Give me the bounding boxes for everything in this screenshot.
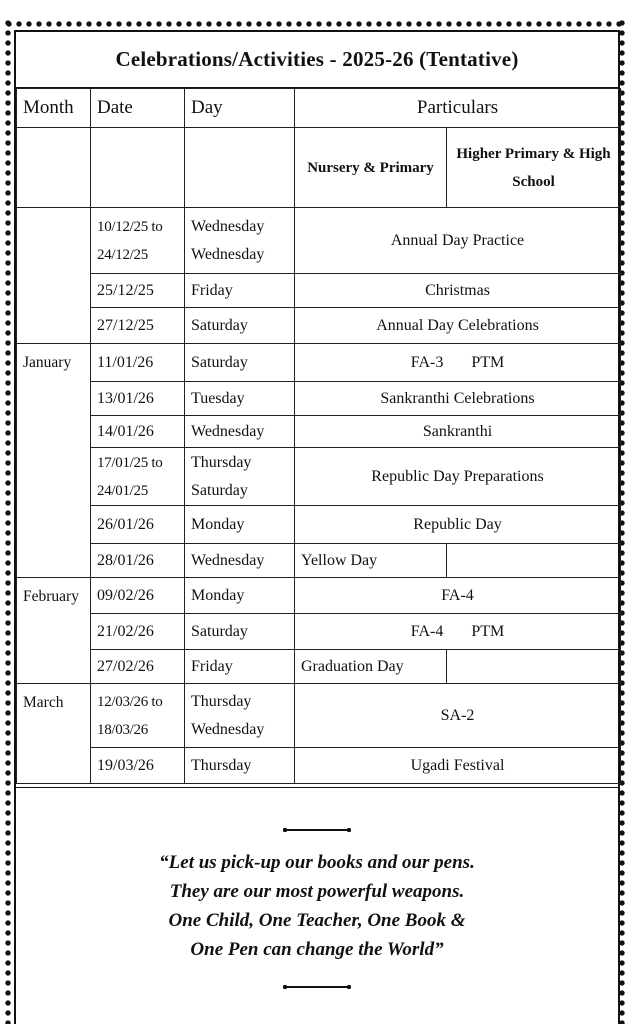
quote-section [16, 787, 618, 1024]
day-cell: Saturday [185, 614, 295, 650]
table-row [17, 416, 621, 448]
subheader-date-empty [91, 128, 185, 208]
date-end: 24/01/25 [97, 482, 148, 499]
date-start: 17/01/25 to [97, 454, 163, 471]
day-cell: Wednesday [185, 544, 295, 578]
day-end: Wednesday [191, 720, 265, 738]
day-start: Wednesday [191, 217, 265, 235]
subheader-day-empty [185, 128, 295, 208]
particulars-cell: Christmas [295, 274, 621, 308]
date-cell: 21/02/26 [91, 614, 185, 650]
date-start: 12/03/26 to [97, 693, 163, 710]
day-cell: Wednesday [185, 416, 295, 448]
day-cell: Monday [185, 506, 295, 544]
date-cell: 28/01/26 [91, 544, 185, 578]
day-cell [185, 208, 295, 274]
quote-text [16, 848, 618, 964]
calendar-table [16, 88, 621, 784]
particulars-cell: FA-3 PTM [295, 344, 621, 382]
particulars-higher-cell-empty [447, 544, 621, 578]
header-day: Day [185, 89, 295, 128]
header-higher-primary: Higher Primary & High School [447, 128, 621, 208]
subheader-row [17, 128, 621, 208]
date-end: 18/03/26 [97, 721, 148, 738]
particulars-higher-cell-empty [447, 650, 621, 684]
header-month: Month [17, 89, 91, 128]
date-cell: 27/12/25 [91, 308, 185, 344]
particulars-nursery-cell: Graduation Day [295, 650, 447, 684]
dotted-border-top [4, 18, 626, 30]
ornament-divider-bottom [283, 985, 351, 989]
table-row [17, 344, 621, 382]
day-cell: Saturday [185, 308, 295, 344]
date-cell: 26/01/26 [91, 506, 185, 544]
day-cell: Monday [185, 578, 295, 614]
particulars-cell: Sankranthi [295, 416, 621, 448]
day-end: Wednesday [191, 245, 265, 263]
table-row [17, 748, 621, 784]
dotted-border-left [2, 18, 14, 1024]
quote-line: “Let us pick-up our books and our pens. [159, 852, 475, 873]
table-row [17, 382, 621, 416]
table-row [17, 308, 621, 344]
header-particulars: Particulars [295, 89, 621, 128]
particulars-cell: Annual Day Practice [295, 208, 621, 274]
particulars-nursery-cell: Yellow Day [295, 544, 447, 578]
table-row [17, 448, 621, 506]
ornament-divider-top [283, 828, 351, 832]
day-start: Thursday [191, 453, 252, 471]
day-cell: Friday [185, 274, 295, 308]
particulars-cell: Republic Day [295, 506, 621, 544]
header-row [17, 89, 621, 128]
particulars-cell: FA-4 PTM [295, 614, 621, 650]
day-end: Saturday [191, 481, 248, 499]
quote-line: One Child, One Teacher, One Book & [168, 910, 466, 931]
table-row [17, 684, 621, 748]
subheader-month-empty [17, 128, 91, 208]
header-date: Date [91, 89, 185, 128]
date-start: 10/12/25 to [97, 218, 163, 235]
date-cell: 13/01/26 [91, 382, 185, 416]
table-row [17, 208, 621, 274]
date-cell: 14/01/26 [91, 416, 185, 448]
date-cell: 27/02/26 [91, 650, 185, 684]
month-cell: March [17, 684, 91, 784]
day-cell: Friday [185, 650, 295, 684]
particulars-cell: Ugadi Festival [295, 748, 621, 784]
table-row [17, 578, 621, 614]
date-cell: 25/12/25 [91, 274, 185, 308]
quote-line: They are our most powerful weapons. [169, 881, 465, 902]
month-cell-empty [17, 208, 91, 344]
table-row [17, 274, 621, 308]
particulars-cell: Annual Day Celebrations [295, 308, 621, 344]
quote-line: One Pen can change the World” [190, 939, 444, 960]
date-cell: 09/02/26 [91, 578, 185, 614]
month-cell: February [17, 578, 91, 684]
date-cell [91, 448, 185, 506]
table-row [17, 650, 621, 684]
particulars-cell: Sankranthi Celebrations [295, 382, 621, 416]
table-row [17, 506, 621, 544]
day-cell [185, 448, 295, 506]
day-cell: Tuesday [185, 382, 295, 416]
date-end: 24/12/25 [97, 246, 148, 263]
table-row [17, 544, 621, 578]
page-title: Celebrations/Activities - 2025-26 (Tentative) [16, 32, 618, 88]
particulars-cell: SA-2 [295, 684, 621, 748]
date-cell: 19/03/26 [91, 748, 185, 784]
particulars-cell: Republic Day Preparations [295, 448, 621, 506]
month-cell: January [17, 344, 91, 578]
day-cell: Thursday [185, 748, 295, 784]
day-cell [185, 684, 295, 748]
date-cell: 11/01/26 [91, 344, 185, 382]
header-nursery-primary: Nursery & Primary [295, 128, 447, 208]
day-start: Thursday [191, 692, 252, 710]
date-cell [91, 208, 185, 274]
day-cell: Saturday [185, 344, 295, 382]
date-cell [91, 684, 185, 748]
particulars-cell: FA-4 [295, 578, 621, 614]
table-row [17, 614, 621, 650]
